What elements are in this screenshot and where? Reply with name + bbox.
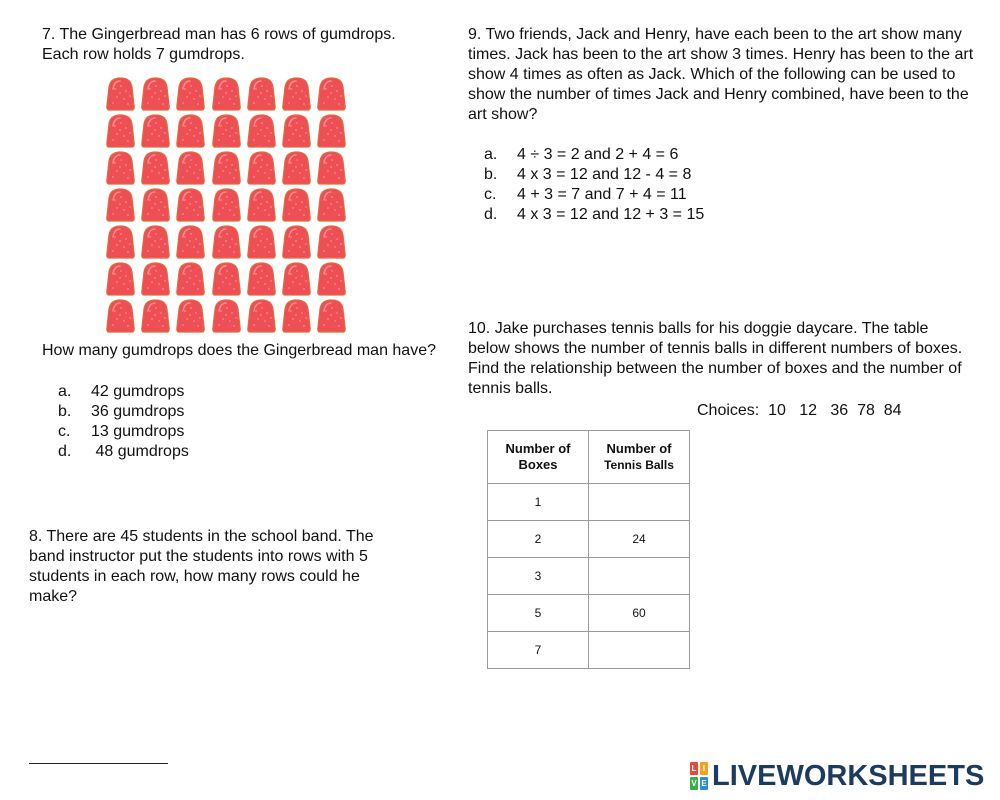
gumdrop-icon xyxy=(212,188,241,222)
gumdrop-icon xyxy=(212,225,241,259)
table-row xyxy=(488,521,690,558)
gumdrop-icon xyxy=(317,299,346,333)
gumdrop-icon xyxy=(176,262,205,296)
gumdrop-icon xyxy=(247,77,276,111)
gumdrop-icon xyxy=(247,225,276,259)
boxes-cell: 3 xyxy=(488,558,589,595)
gumdrop-icon xyxy=(317,262,346,296)
table-row xyxy=(488,595,690,632)
gumdrop-icon xyxy=(212,151,241,185)
gumdrop-icon xyxy=(141,77,170,111)
question-7-prompt: How many gumdrops does the Gingerbread man have? xyxy=(42,342,436,359)
choice-b[interactable]: b. 36 gumdrops xyxy=(58,403,185,420)
gumdrop-icon xyxy=(282,299,311,333)
table-row xyxy=(488,558,690,595)
choice-a[interactable]: a. 42 gumdrops xyxy=(58,383,185,400)
gumdrop-icon xyxy=(282,262,311,296)
question-8-text: 8. There are 45 students in the school band. The band instructor put the students into rows with 5 students in each row, how many rows could he make? xyxy=(29,528,374,605)
liveworksheets-logo xyxy=(690,760,984,792)
gumdrop-icon xyxy=(282,114,311,148)
gumdrop-icon xyxy=(212,262,241,296)
gumdrop-icon xyxy=(317,77,346,111)
gumdrop-icon xyxy=(247,114,276,148)
choice-c[interactable]: c. 13 gumdrops xyxy=(58,423,185,440)
tennis-ball-table xyxy=(487,430,690,669)
balls-cell: 60 xyxy=(589,595,690,632)
gumdrop-icon xyxy=(247,188,276,222)
table-row xyxy=(488,632,690,669)
gumdrop-icon xyxy=(282,188,311,222)
gumdrop-icon xyxy=(176,114,205,148)
gumdrop-icon xyxy=(176,225,205,259)
gumdrop-icon xyxy=(176,151,205,185)
gumdrop-icon xyxy=(282,77,311,111)
gumdrop-icon xyxy=(176,299,205,333)
gumdrop-icon xyxy=(106,188,135,222)
choice-b[interactable]: b. 4 x 3 = 12 and 12 - 4 = 8 xyxy=(484,166,692,183)
choice-d[interactable]: d. 48 gumdrops xyxy=(58,443,189,460)
table-row xyxy=(488,484,690,521)
question-7-line-1: 7. The Gingerbread man has 6 rows of gumdrops. xyxy=(42,26,396,43)
header-balls: Number of Tennis Balls xyxy=(589,431,690,484)
table-header-row xyxy=(488,431,690,484)
choice-c[interactable]: c. 4 + 3 = 7 and 7 + 4 = 11 xyxy=(484,186,687,203)
logo-icon: L I V E xyxy=(691,764,707,788)
logo-text: LIVEWORKSHEETS xyxy=(712,759,985,792)
gumdrop-icon xyxy=(247,262,276,296)
choice-a[interactable]: a. 4 ÷ 3 = 2 and 2 + 4 = 6 xyxy=(484,146,679,163)
gumdrop-array xyxy=(106,77,351,333)
gumdrop-icon xyxy=(247,151,276,185)
gumdrop-icon xyxy=(141,151,170,185)
answer-line[interactable] xyxy=(29,763,168,764)
gumdrop-icon xyxy=(282,225,311,259)
gumdrop-icon xyxy=(212,77,241,111)
boxes-cell: 5 xyxy=(488,595,589,632)
question-10-choices: Choices: 10 12 36 78 84 xyxy=(697,402,902,419)
question-10-text: 10. Jake purchases tennis balls for his doggie daycare. The table below shows the number of tennis balls in different numbers of boxes. Find the relationship between the number of boxes and the number of tennis balls. xyxy=(468,320,963,397)
balls-answer-cell[interactable] xyxy=(589,632,690,669)
gumdrop-icon xyxy=(317,188,346,222)
question-9-text: 9. Two friends, Jack and Henry, have each been to the art show many times. Jack has been to the art show 3 times. Henry has been to the art show 4 times as often as Jack. Which of the following can be used to show the number of times Jack and Henry combined, have been to the art show? xyxy=(468,26,974,123)
gumdrop-icon xyxy=(106,77,135,111)
gumdrop-icon xyxy=(176,77,205,111)
boxes-cell: 1 xyxy=(488,484,589,521)
balls-answer-cell[interactable] xyxy=(589,484,690,521)
header-boxes: Number of Boxes xyxy=(488,431,589,484)
question-7-text xyxy=(42,25,442,65)
gumdrop-icon xyxy=(106,299,135,333)
choice-d[interactable]: d. 4 x 3 = 12 and 12 + 3 = 15 xyxy=(484,206,705,223)
gumdrop-icon xyxy=(212,299,241,333)
balls-cell: 24 xyxy=(589,521,690,558)
gumdrop-icon xyxy=(106,262,135,296)
question-9-choices xyxy=(484,145,704,225)
gumdrop-icon xyxy=(106,114,135,148)
balls-answer-cell[interactable] xyxy=(589,558,690,595)
gumdrop-icon xyxy=(317,151,346,185)
gumdrop-icon xyxy=(247,299,276,333)
gumdrop-icon xyxy=(141,188,170,222)
gumdrop-icon xyxy=(317,114,346,148)
gumdrop-icon xyxy=(106,225,135,259)
gumdrop-icon xyxy=(317,225,346,259)
question-7-line-2: Each row holds 7 gumdrops. xyxy=(42,46,245,63)
boxes-cell: 2 xyxy=(488,521,589,558)
gumdrop-icon xyxy=(176,188,205,222)
gumdrop-icon xyxy=(141,299,170,333)
gumdrop-icon xyxy=(212,114,241,148)
boxes-cell: 7 xyxy=(488,632,589,669)
gumdrop-icon xyxy=(141,114,170,148)
gumdrop-icon xyxy=(141,262,170,296)
gumdrop-icon xyxy=(141,225,170,259)
question-7-choices xyxy=(58,382,189,462)
gumdrop-icon xyxy=(282,151,311,185)
gumdrop-icon xyxy=(106,151,135,185)
